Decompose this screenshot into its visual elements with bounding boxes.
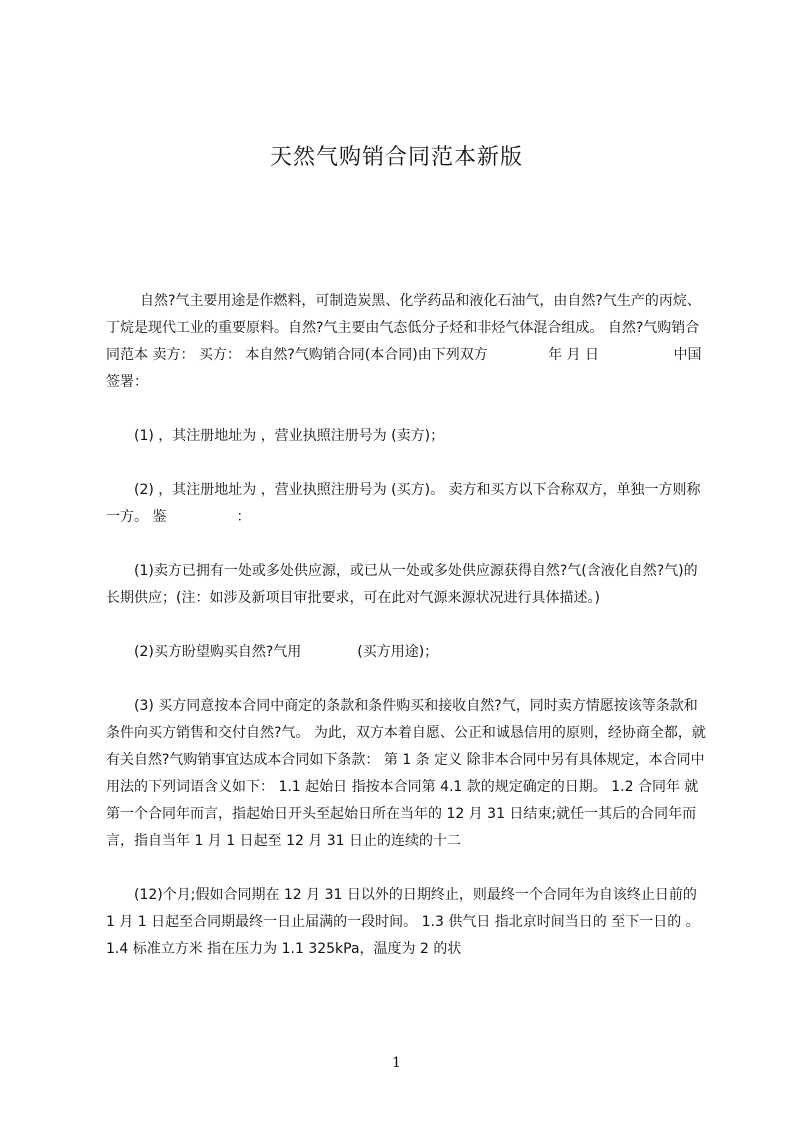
paragraph-gap [106,531,708,558]
paragraph-recital-3: (3) 买方同意按本合同中商定的条款和条件购买和接收自然?气，同时卖方情愿按该等条款和条件向买方销售和交付自然?气。 为此，双方本着自愿、公正和诚恳信用的原则，经协商全都，就有关自然?气购销事宜达成本合同如下条款： 第 1 条 定义 除非本合同中另有具体规定，本合同中用法的下列词语含义如下： 1.1 起始日 指按本合同第 4.1 款的规定确定的日期。 1.2 合同年 就第一个合同年而言，指起始日开头至起始日所在当年的 12 月 31 日结束;就任一其后的合同年而言，指自当年 1 月 1 日起至 12 月 31 日止的连续的十二 [106,698,706,849]
paragraph-definitions: (12)个月;假如合同期在 12 月 31 日以外的日期终止，则最终一个合同年为自该终止日前的 1 月 1 日起至合同期最终一日止届满的一段时间。 1.3 供气日 指北京时间当日的 至下一日的 。 1.4 标准立方米 指在压力为 1.1 325kPa，温度为 2 的状 [106,887,700,957]
paragraph-intro: 自然?气主要用途是作燃料，可制造炭黑、化学药品和液化石油气，由自然?气生产的丙烷、丁烷是现代工业的重要原料。自然?气主要由气态低分子烃和非烃气体混合组成。 自然?气购销合同范本 卖方： 买方： 本自然?气购销合同(本合同)由下列双方 年 月 日 中国 签署： [106,293,702,390]
paragraph-recital-1: (1)卖方已拥有一处或多处供应源，或已从一处或多处供应源获得自然?气(含液化自然?气)的长期供应；(注：如涉及新项目审批要求，可在此对气源来源状况进行具体描述。) [106,563,698,606]
paragraph-gap [106,612,708,639]
page-number: 1 [392,1055,401,1071]
paragraph-recital-2: (2)买方盼望购买自然?气用 (买方用途)； [134,644,439,660]
paragraph-buyer: (2) ，其注册地址为 ，营业执照注册号为 (买方)。 卖方和买方以下合称双方，单独一方则称一方。 鉴 ： [106,482,701,525]
paragraph-gap [106,855,708,882]
document-body [106,288,708,963]
paragraph-gap [106,666,708,693]
paragraph-gap [106,396,708,423]
document-title: 天然气购销合同范本新版 [269,145,523,170]
paragraph-seller: (1) ，其注册地址为 ，营业执照注册号为 (卖方)； [134,428,445,444]
paragraph-gap [106,450,708,477]
